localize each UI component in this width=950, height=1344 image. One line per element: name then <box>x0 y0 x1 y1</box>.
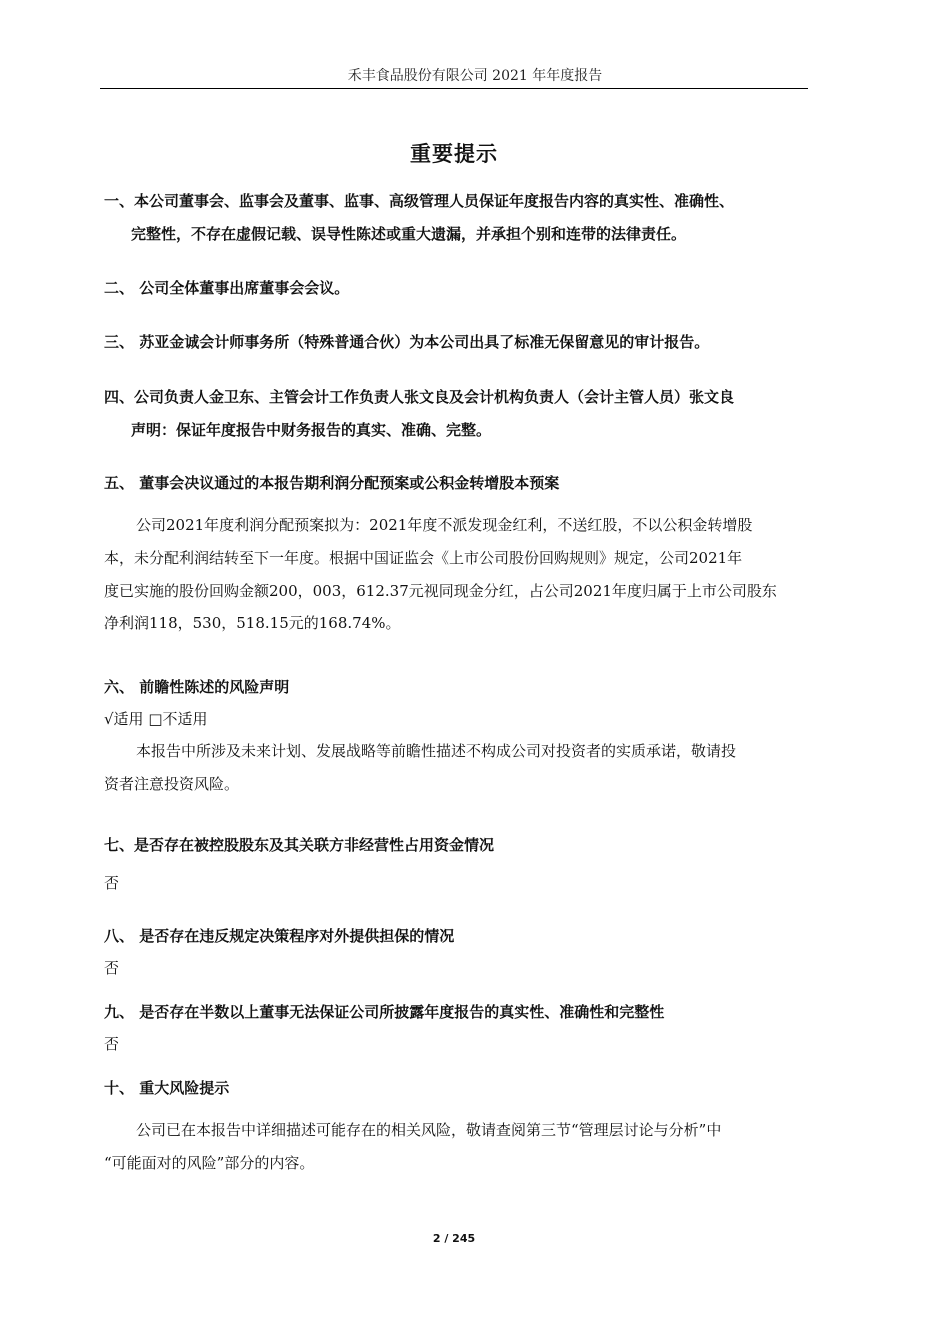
section-8-heading: 八、 是否存在违反规定决策程序对外提供担保的情况 <box>104 927 455 945</box>
section-2: 二、 公司全体董事出席董事会会议。 <box>104 279 350 297</box>
header-rule <box>100 88 808 89</box>
page-number: 2 / 245 <box>432 1232 476 1245</box>
section-7-answer: 否 <box>104 874 120 892</box>
section-4-line-2: 声明：保证年度报告中财务报告的真实、准确、完整。 <box>131 421 492 439</box>
section-8-answer: 否 <box>104 959 120 977</box>
section-5-heading: 五、 董事会决议通过的本报告期利润分配预案或公积金转增股本预案 <box>104 474 560 492</box>
section-10-para-line-1: 公司已在本报告中详细描述可能存在的相关风险，敬请查阅第三节“管理层讨论与分析”中 <box>136 1121 722 1139</box>
section-5-para-line-4: 净利润118，530，518.15元的168.74%。 <box>104 614 401 632</box>
section-4-line-1: 四、公司负责人金卫东、主管会计工作负责人张文良及会计机构负责人（会计主管人员）张文良 <box>104 388 735 406</box>
section-5-para-line-1: 公司2021年度利润分配预案拟为：2021年度不派发现金红利，不送红股，不以公积金转增股 <box>136 516 753 534</box>
applicability-options: √适用 □不适用 <box>104 710 208 728</box>
section-6-para-line-1: 本报告中所涉及未来计划、发展战略等前瞻性描述不构成公司对投资者的实质承诺，敬请投 <box>136 742 737 760</box>
section-5-para-line-3: 度已实施的股份回购金额200，003，612.37元视同现金分红，占公司2021年度归属于上市公司股东 <box>104 582 777 600</box>
section-6-para-line-2: 资者注意投资风险。 <box>104 775 240 793</box>
section-3: 三、 苏亚金诚会计师事务所（特殊普通合伙）为本公司出具了标准无保留意见的审计报告。 <box>104 333 710 351</box>
page-title: 重要提示 <box>410 142 498 166</box>
section-5-para-line-2: 本，未分配利润结转至下一年度。根据中国证监会《上市公司股份回购规则》规定，公司2021年 <box>104 549 743 567</box>
section-9-heading: 九、 是否存在半数以上董事无法保证公司所披露年度报告的真实性、准确性和完整性 <box>104 1003 665 1021</box>
section-7-heading: 七、是否存在被控股股东及其关联方非经营性占用资金情况 <box>104 836 495 854</box>
section-10-heading: 十、 重大风险提示 <box>104 1079 230 1097</box>
section-9-answer: 否 <box>104 1035 120 1053</box>
section-6-heading: 六、 前瞻性陈述的风险声明 <box>104 678 290 696</box>
section-1-line-2: 完整性，不存在虚假记载、误导性陈述或重大遗漏，并承担个别和连带的法律责任。 <box>131 225 687 243</box>
section-1-line-1: 一、本公司董事会、监事会及董事、监事、高级管理人员保证年度报告内容的真实性、准确性、 <box>104 192 735 210</box>
running-header: 禾丰食品股份有限公司 2021 年年度报告 <box>347 68 603 84</box>
section-10-para-line-2: “可能面对的风险”部分的内容。 <box>104 1154 315 1172</box>
